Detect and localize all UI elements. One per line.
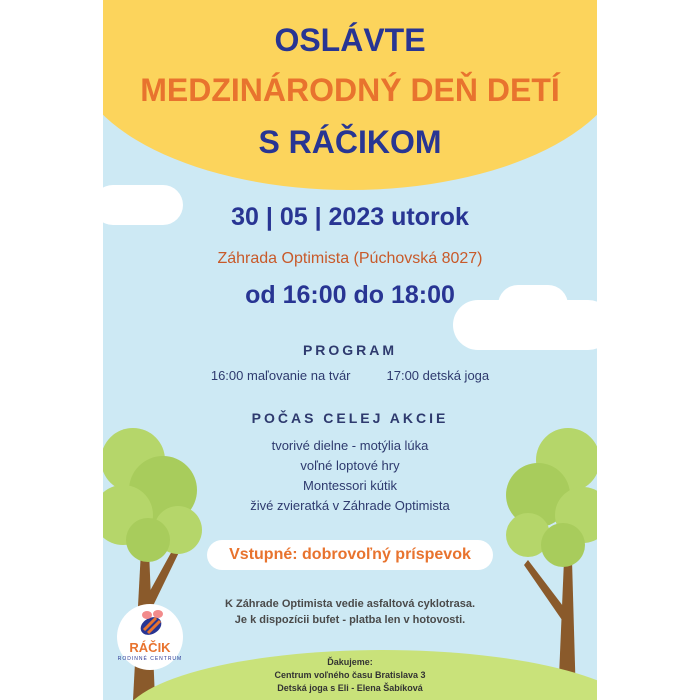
program-item: 16:00 maľovanie na tvár — [210, 368, 351, 383]
thanks-heading: Ďakujeme: — [327, 657, 373, 667]
note-line: K Záhrade Optimista vedie asfaltová cyklotrasa. — [224, 598, 476, 610]
list-item: voľné loptové hry — [300, 458, 400, 473]
event-time: od 16:00 do 18:00 — [245, 281, 455, 309]
poster — [103, 0, 597, 700]
entry-fee-badge: Vstupné: dobrovoľný príspevok — [207, 540, 493, 570]
program-list — [103, 368, 597, 383]
event-date: 30 | 05 | 2023 utorok — [231, 203, 469, 231]
thanks-line: Centrum voľného času Bratislava 3 — [274, 670, 426, 680]
all-day-heading: POČAS CELEJ AKCIE — [251, 410, 449, 426]
logo-name: RÁČIK — [129, 640, 171, 655]
event-place: Záhrada Optimista (Púchovská 8027) — [217, 250, 483, 267]
title-line-1: OSLÁVTE — [274, 22, 426, 58]
bee-icon — [135, 608, 167, 640]
thanks-line: Detská joga s Eli - Elena Šabíková — [277, 683, 423, 693]
racik-logo — [117, 604, 183, 670]
list-item: tvorivé dielne - motýlia lúka — [271, 438, 429, 453]
note-line: Je k dispozícii bufet - platba len v hotovosti. — [234, 614, 466, 626]
program-heading: PROGRAM — [302, 342, 398, 358]
title-line-3: S RÁČIKOM — [258, 124, 442, 160]
title-line-2: MEDZINÁRODNÝ DEŇ DETÍ — [140, 72, 560, 108]
list-item: Montessori kútik — [303, 478, 397, 493]
logo-subtitle: RODINNÉ CENTRUM — [117, 656, 183, 662]
list-item: živé zvieratká v Záhrade Optimista — [250, 498, 450, 513]
program-item: 17:00 detská joga — [386, 368, 490, 383]
